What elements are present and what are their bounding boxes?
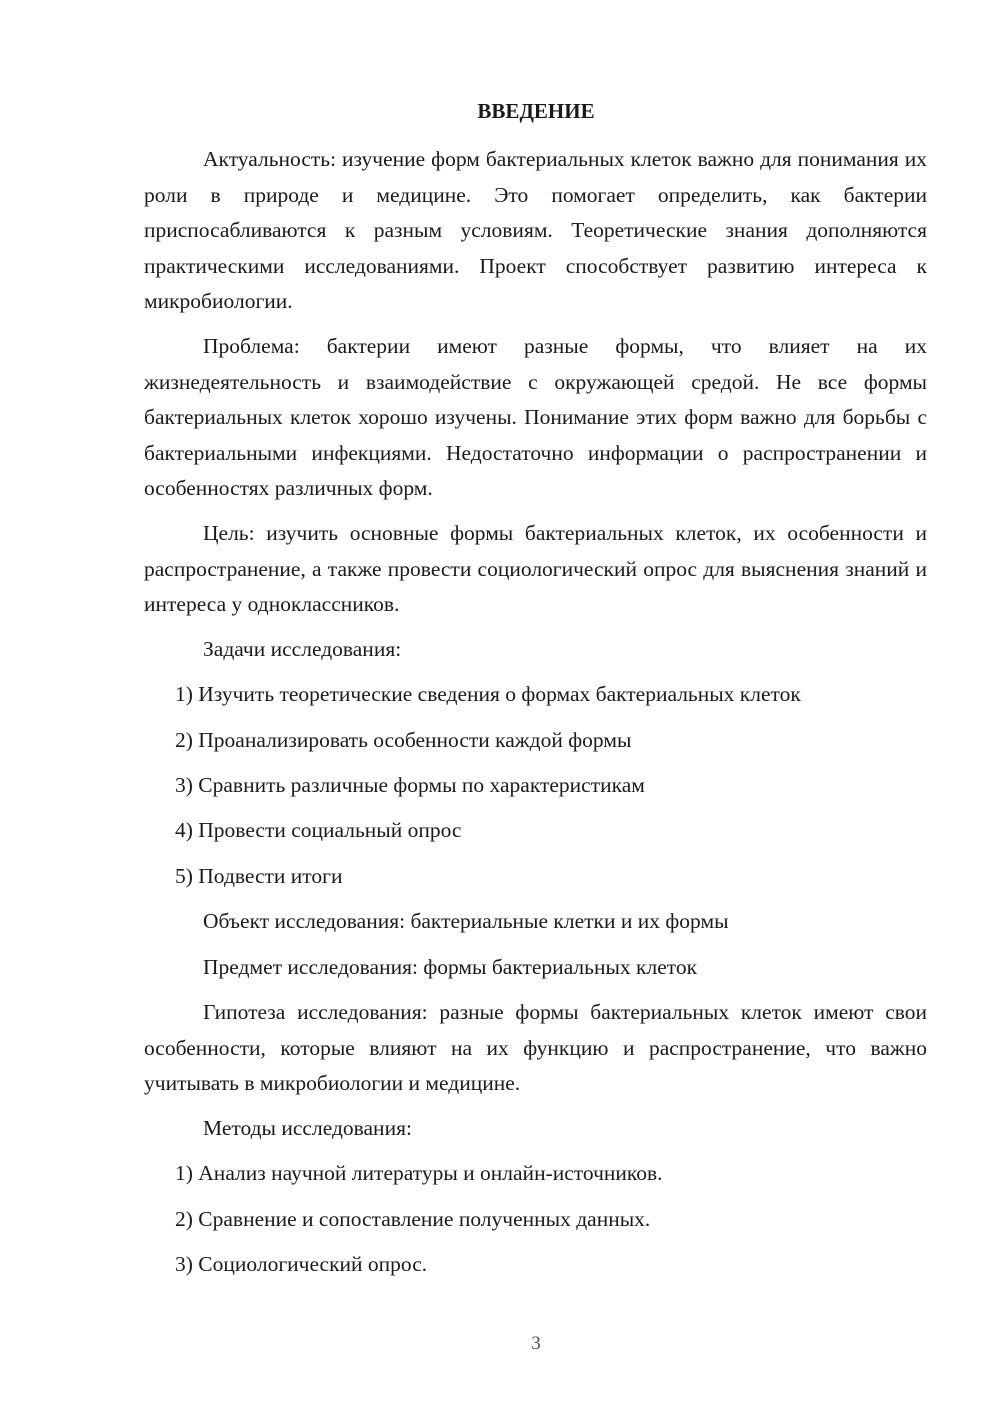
section-title: ВВЕДЕНИЕ bbox=[477, 99, 595, 123]
task-item: 2) Проанализировать особенности каждой формы bbox=[175, 728, 632, 752]
method-item: 3) Социологический опрос. bbox=[175, 1252, 428, 1276]
relevance-paragraph: Актуальность: изучение форм бактериальных клеток важно для понимания их роли в природе и медицине. Это помогает определить, как бактерии приспосабливаются к разным условиям. Теоретические знания дополняются практическими исследованиями. Проект способствует развитию интереса к микробиологии. bbox=[144, 147, 927, 313]
page-number: 3 bbox=[531, 1333, 541, 1354]
task-item: 3) Сравнить различные формы по характеристикам bbox=[175, 773, 645, 797]
task-item: 4) Провести социальный опрос bbox=[175, 818, 462, 842]
object-line: Объект исследования: бактериальные клетки и их формы bbox=[203, 909, 729, 933]
problem-paragraph: Проблема: бактерии имеют разные формы, что влияет на их жизнедеятельность и взаимодействие с окружающей средой. Не все формы бактериальных клеток хорошо изучены. Понимание этих форм важно для борьбы с бактериальными инфекциями. Недостаточно информации о распространении и особенностях различных форм. bbox=[144, 334, 927, 500]
methods-heading: Методы исследования: bbox=[203, 1116, 412, 1140]
hypothesis-paragraph: Гипотеза исследования: разные формы бактериальных клеток имеют свои особенности, которые влияют на их функцию и распространение, что важно учитывать в микробиологии и медицине. bbox=[144, 1000, 927, 1095]
method-item: 2) Сравнение и сопоставление полученных данных. bbox=[175, 1207, 651, 1231]
subject-line: Предмет исследования: формы бактериальных клеток bbox=[203, 955, 698, 979]
task-item: 5) Подвести итоги bbox=[175, 864, 343, 888]
tasks-heading: Задачи исследования: bbox=[203, 637, 402, 661]
method-item: 1) Анализ научной литературы и онлайн-источников. bbox=[175, 1161, 663, 1185]
task-item: 1) Изучить теоретические сведения о формах бактериальных клеток bbox=[175, 682, 801, 706]
goal-paragraph: Цель: изучить основные формы бактериальных клеток, их особенности и распространение, а также провести социологический опрос для выяснения знаний и интереса у одноклассников. bbox=[144, 521, 927, 616]
